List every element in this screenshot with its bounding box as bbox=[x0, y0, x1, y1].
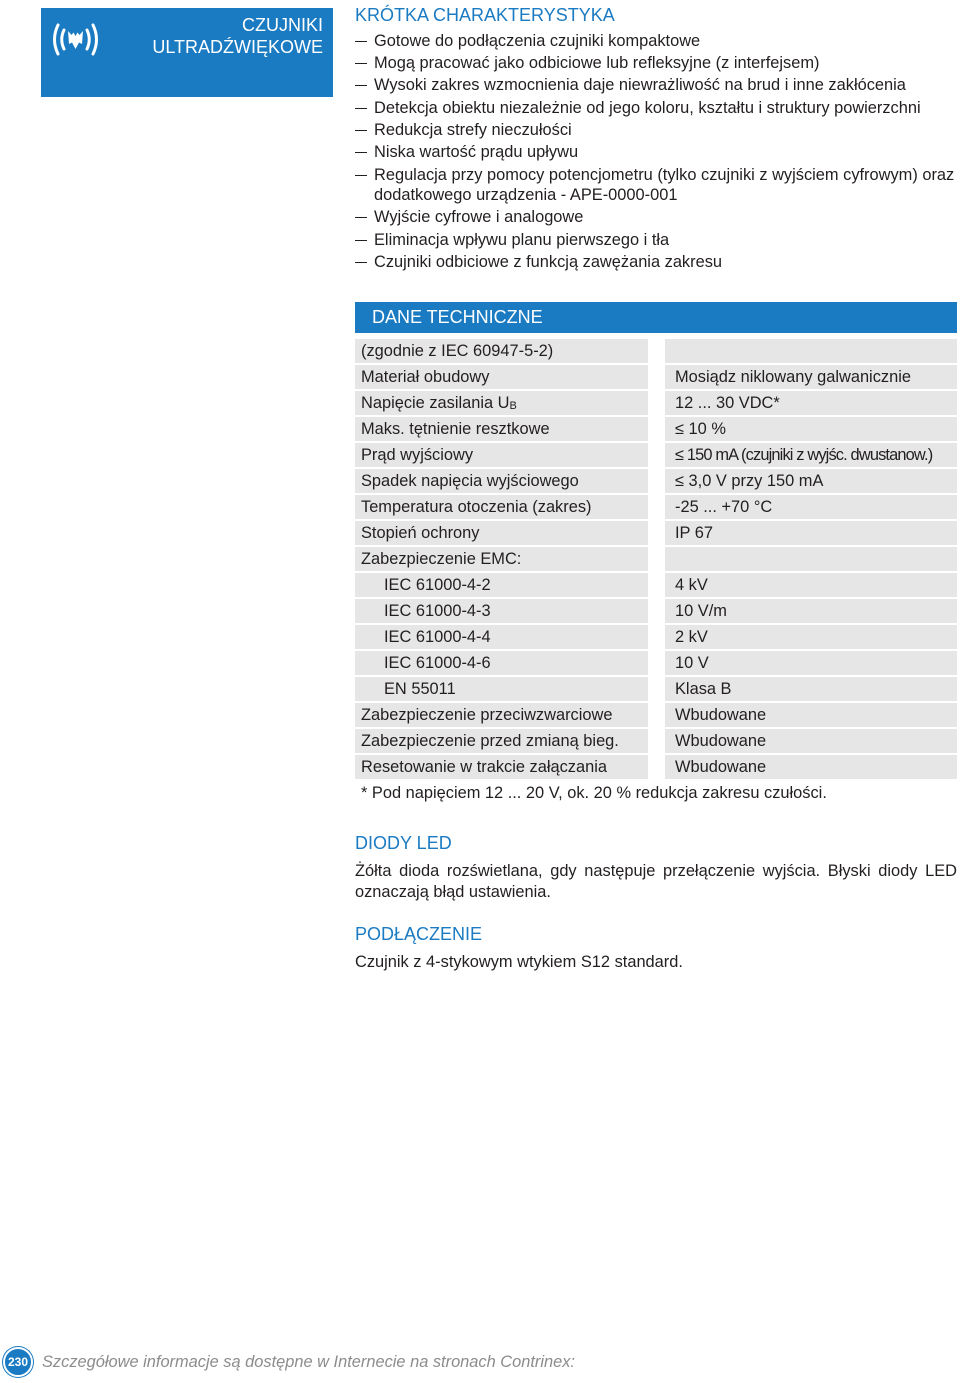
spec-row bbox=[355, 469, 957, 493]
technical-footnote: * Pod napięciem 12 ... 20 V, ok. 20 % redukcja zakresu czułości. bbox=[361, 784, 827, 802]
spec-row bbox=[355, 443, 957, 467]
spec-label: Temperatura otoczenia (zakres) bbox=[355, 495, 648, 519]
spec-row bbox=[355, 547, 957, 571]
spec-value: ≤ 150 mA (czujniki z wyjśc. dwustanow.) bbox=[665, 443, 957, 467]
feature-item: Regulacja przy pomocy potencjometru (tylko czujniki z wyjściem cyfrowym) oraz dodatkowego urządzenia - APE-0000-001 bbox=[355, 165, 960, 206]
spec-row bbox=[355, 729, 957, 753]
spec-row bbox=[355, 573, 957, 597]
spec-value: IP 67 bbox=[665, 521, 957, 545]
spec-label: Zabezpieczenie przed zmianą bieg. bbox=[355, 729, 648, 753]
spec-row bbox=[355, 599, 957, 623]
spec-label bbox=[355, 391, 648, 415]
spec-value bbox=[665, 339, 957, 363]
features-heading: KRÓTKA CHARAKTERYSTYKA bbox=[355, 5, 615, 25]
category-box bbox=[41, 8, 333, 97]
category-title-line2: ULTRADŹWIĘKOWE bbox=[152, 37, 323, 57]
feature-item: Wysoki zakres wzmocnienia daje niewrażliwość na brud i inne zakłócenia bbox=[355, 75, 960, 96]
technical-heading: DANE TECHNICZNE bbox=[372, 307, 543, 327]
spec-label: Spadek napięcia wyjściowego bbox=[355, 469, 648, 493]
feature-item: Detekcja obiektu niezależnie od jego koloru, kształtu i struktury powierzchni bbox=[355, 98, 960, 119]
spec-row bbox=[355, 417, 957, 441]
spec-label-text: Napięcie zasilania U bbox=[361, 394, 510, 412]
spec-row bbox=[355, 677, 957, 701]
ultrasonic-waves-icon bbox=[52, 22, 99, 57]
spec-row bbox=[355, 521, 957, 545]
spec-row bbox=[355, 625, 957, 649]
spec-value: 2 kV bbox=[665, 625, 957, 649]
category-title-line1: CZUJNIKI bbox=[242, 15, 323, 35]
features-list bbox=[355, 31, 960, 274]
spec-label: Stopień ochrony bbox=[355, 521, 648, 545]
spec-value: Wbudowane bbox=[665, 755, 957, 779]
spec-value bbox=[665, 547, 957, 571]
led-heading: DIODY LED bbox=[355, 833, 452, 853]
spec-label: Zabezpieczenie EMC: bbox=[355, 547, 648, 571]
spec-label: EN 55011 bbox=[355, 677, 648, 701]
feature-item: Gotowe do podłączenia czujniki kompaktowe bbox=[355, 31, 960, 52]
feature-item: Redukcja strefy nieczułości bbox=[355, 120, 960, 141]
spec-row bbox=[355, 703, 957, 727]
technical-heading-bar bbox=[355, 302, 957, 333]
spec-label: Maks. tętnienie resztkowe bbox=[355, 417, 648, 441]
feature-item: Mogą pracować jako odbiciowe lub refleksyjne (z interfejsem) bbox=[355, 53, 960, 74]
spec-row bbox=[355, 339, 957, 363]
feature-item: Niska wartość prądu upływu bbox=[355, 142, 960, 163]
spec-label: IEC 61000-4-2 bbox=[355, 573, 648, 597]
spec-value: Klasa B bbox=[665, 677, 957, 701]
spec-label: IEC 61000-4-6 bbox=[355, 651, 648, 675]
spec-value: 12 ... 30 VDC* bbox=[665, 391, 957, 415]
feature-item: Eliminacja wpływu planu pierwszego i tła bbox=[355, 230, 960, 251]
spec-row bbox=[355, 495, 957, 519]
feature-item: Wyjście cyfrowe i analogowe bbox=[355, 207, 960, 228]
connection-description: Czujnik z 4-stykowym wtykiem S12 standard. bbox=[355, 952, 683, 971]
connection-heading: PODŁĄCZENIE bbox=[355, 924, 483, 944]
spec-label-subscript: B bbox=[509, 400, 517, 412]
spec-label: Resetowanie w trakcie załączania bbox=[355, 755, 648, 779]
spec-row bbox=[355, 391, 957, 415]
feature-item: Czujniki odbiciowe z funkcją zawężania zakresu bbox=[355, 252, 960, 273]
spec-label: IEC 61000-4-4 bbox=[355, 625, 648, 649]
spec-label: IEC 61000-4-3 bbox=[355, 599, 648, 623]
spec-value: Wbudowane bbox=[665, 703, 957, 727]
spec-value: -25 ... +70 °C bbox=[665, 495, 957, 519]
spec-label: Materiał obudowy bbox=[355, 365, 648, 389]
spec-value: 10 V/m bbox=[665, 599, 957, 623]
spec-value: ≤ 10 % bbox=[665, 417, 957, 441]
spec-label: Prąd wyjściowy bbox=[355, 443, 648, 467]
footer-note: Szczegółowe informacje są dostępne w Internecie na stronach Contrinex: bbox=[42, 1353, 575, 1371]
spec-label: (zgodnie z IEC 60947-5-2) bbox=[355, 339, 648, 363]
led-description: Żółta dioda rozświetlana, gdy następuje przełączenie wyjścia. Błyski diody LED oznaczają błąd ustawienia. bbox=[355, 861, 957, 901]
spec-value: ≤ 3,0 V przy 150 mA bbox=[665, 469, 957, 493]
category-title bbox=[152, 14, 323, 58]
page-number-badge: 230 bbox=[3, 1347, 33, 1377]
spec-value: Wbudowane bbox=[665, 729, 957, 753]
spec-value: Mosiądz niklowany galwanicznie bbox=[665, 365, 957, 389]
spec-value: 10 V bbox=[665, 651, 957, 675]
spec-value: 4 kV bbox=[665, 573, 957, 597]
spec-row bbox=[355, 651, 957, 675]
technical-table bbox=[355, 339, 957, 781]
spec-row bbox=[355, 365, 957, 389]
spec-label: Zabezpieczenie przeciwzwarciowe bbox=[355, 703, 648, 727]
spec-row bbox=[355, 755, 957, 779]
